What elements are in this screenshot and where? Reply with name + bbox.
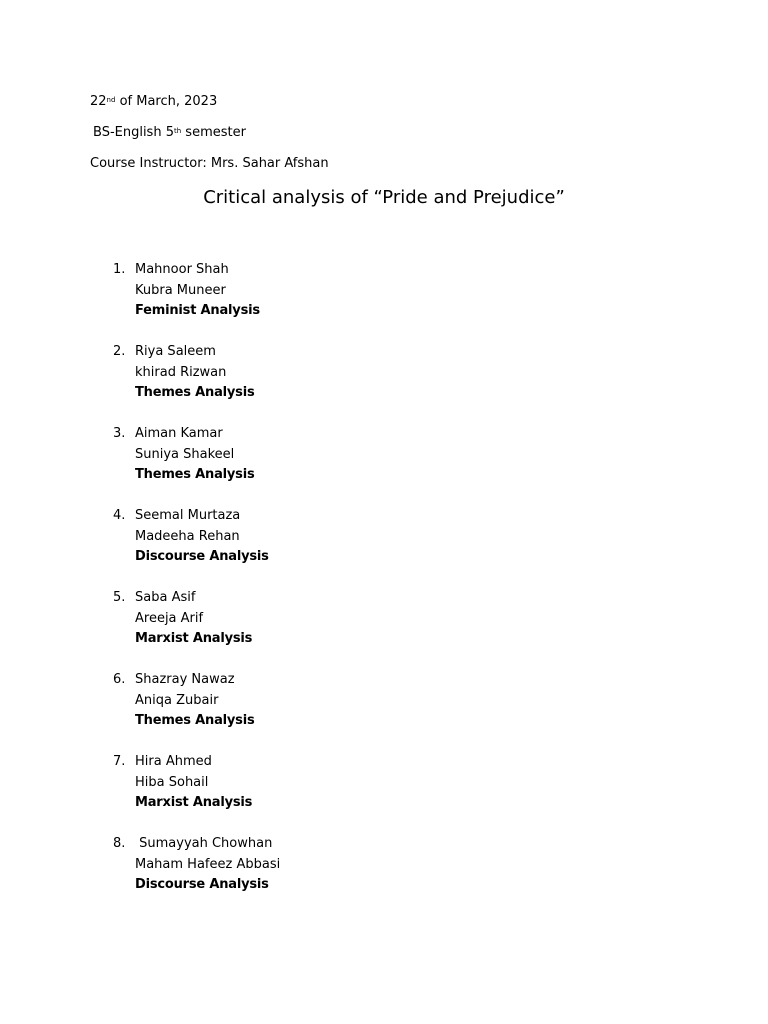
group-list [0,260,768,916]
class-suffix: th [173,127,182,135]
group-topic: Discourse Analysis [135,877,269,892]
group-member: Aiman Kamar [135,426,223,441]
group-item [0,424,768,506]
date-day: 22 [90,94,107,109]
class-prefix: BS-English 5 [93,125,174,140]
class-line [93,125,246,141]
group-member: Riya Saleem [135,344,216,359]
group-member: Kubra Muneer [135,283,226,298]
group-member: Sumayyah Chowhan [135,836,273,851]
group-item [0,752,768,834]
group-member: Maham Hafeez Abbasi [135,857,281,872]
group-member: Shazray Nawaz [135,672,235,687]
date-rest: of March, 2023 [115,94,218,109]
group-member: Aniqa Zubair [135,693,219,708]
date-line [90,94,217,110]
group-number: 5. [113,590,126,605]
group-number: 8. [113,836,126,851]
group-item [0,260,768,342]
group-member: Hira Ahmed [135,754,212,769]
group-topic: Discourse Analysis [135,549,269,564]
group-item [0,670,768,752]
group-topic: Feminist Analysis [135,303,260,318]
group-number: 4. [113,508,126,523]
group-topic: Themes Analysis [135,713,255,728]
group-number: 1. [113,262,126,277]
group-topic: Marxist Analysis [135,631,253,646]
group-member: Mahnoor Shah [135,262,229,277]
instructor-line: Course Instructor: Mrs. Sahar Afshan [90,156,329,171]
document-title: Critical analysis of “Pride and Prejudice” [203,187,565,208]
group-topic: Themes Analysis [135,467,255,482]
group-member: Areeja Arif [135,611,204,626]
group-member: Hiba Sohail [135,775,209,790]
group-item [0,834,768,916]
date-suffix: nd [106,96,116,104]
group-number: 7. [113,754,126,769]
group-topic: Marxist Analysis [135,795,253,810]
group-member: Madeeha Rehan [135,529,240,544]
group-member: Suniya Shakeel [135,447,235,462]
group-member: Seemal Murtaza [135,508,241,523]
group-topic: Themes Analysis [135,385,255,400]
group-member: Saba Asif [135,590,196,605]
group-number: 2. [113,344,126,359]
group-number: 6. [113,672,126,687]
group-item [0,588,768,670]
group-member: khirad Rizwan [135,365,227,380]
group-number: 3. [113,426,126,441]
class-rest: semester [181,125,246,140]
group-item [0,342,768,424]
group-item [0,506,768,588]
